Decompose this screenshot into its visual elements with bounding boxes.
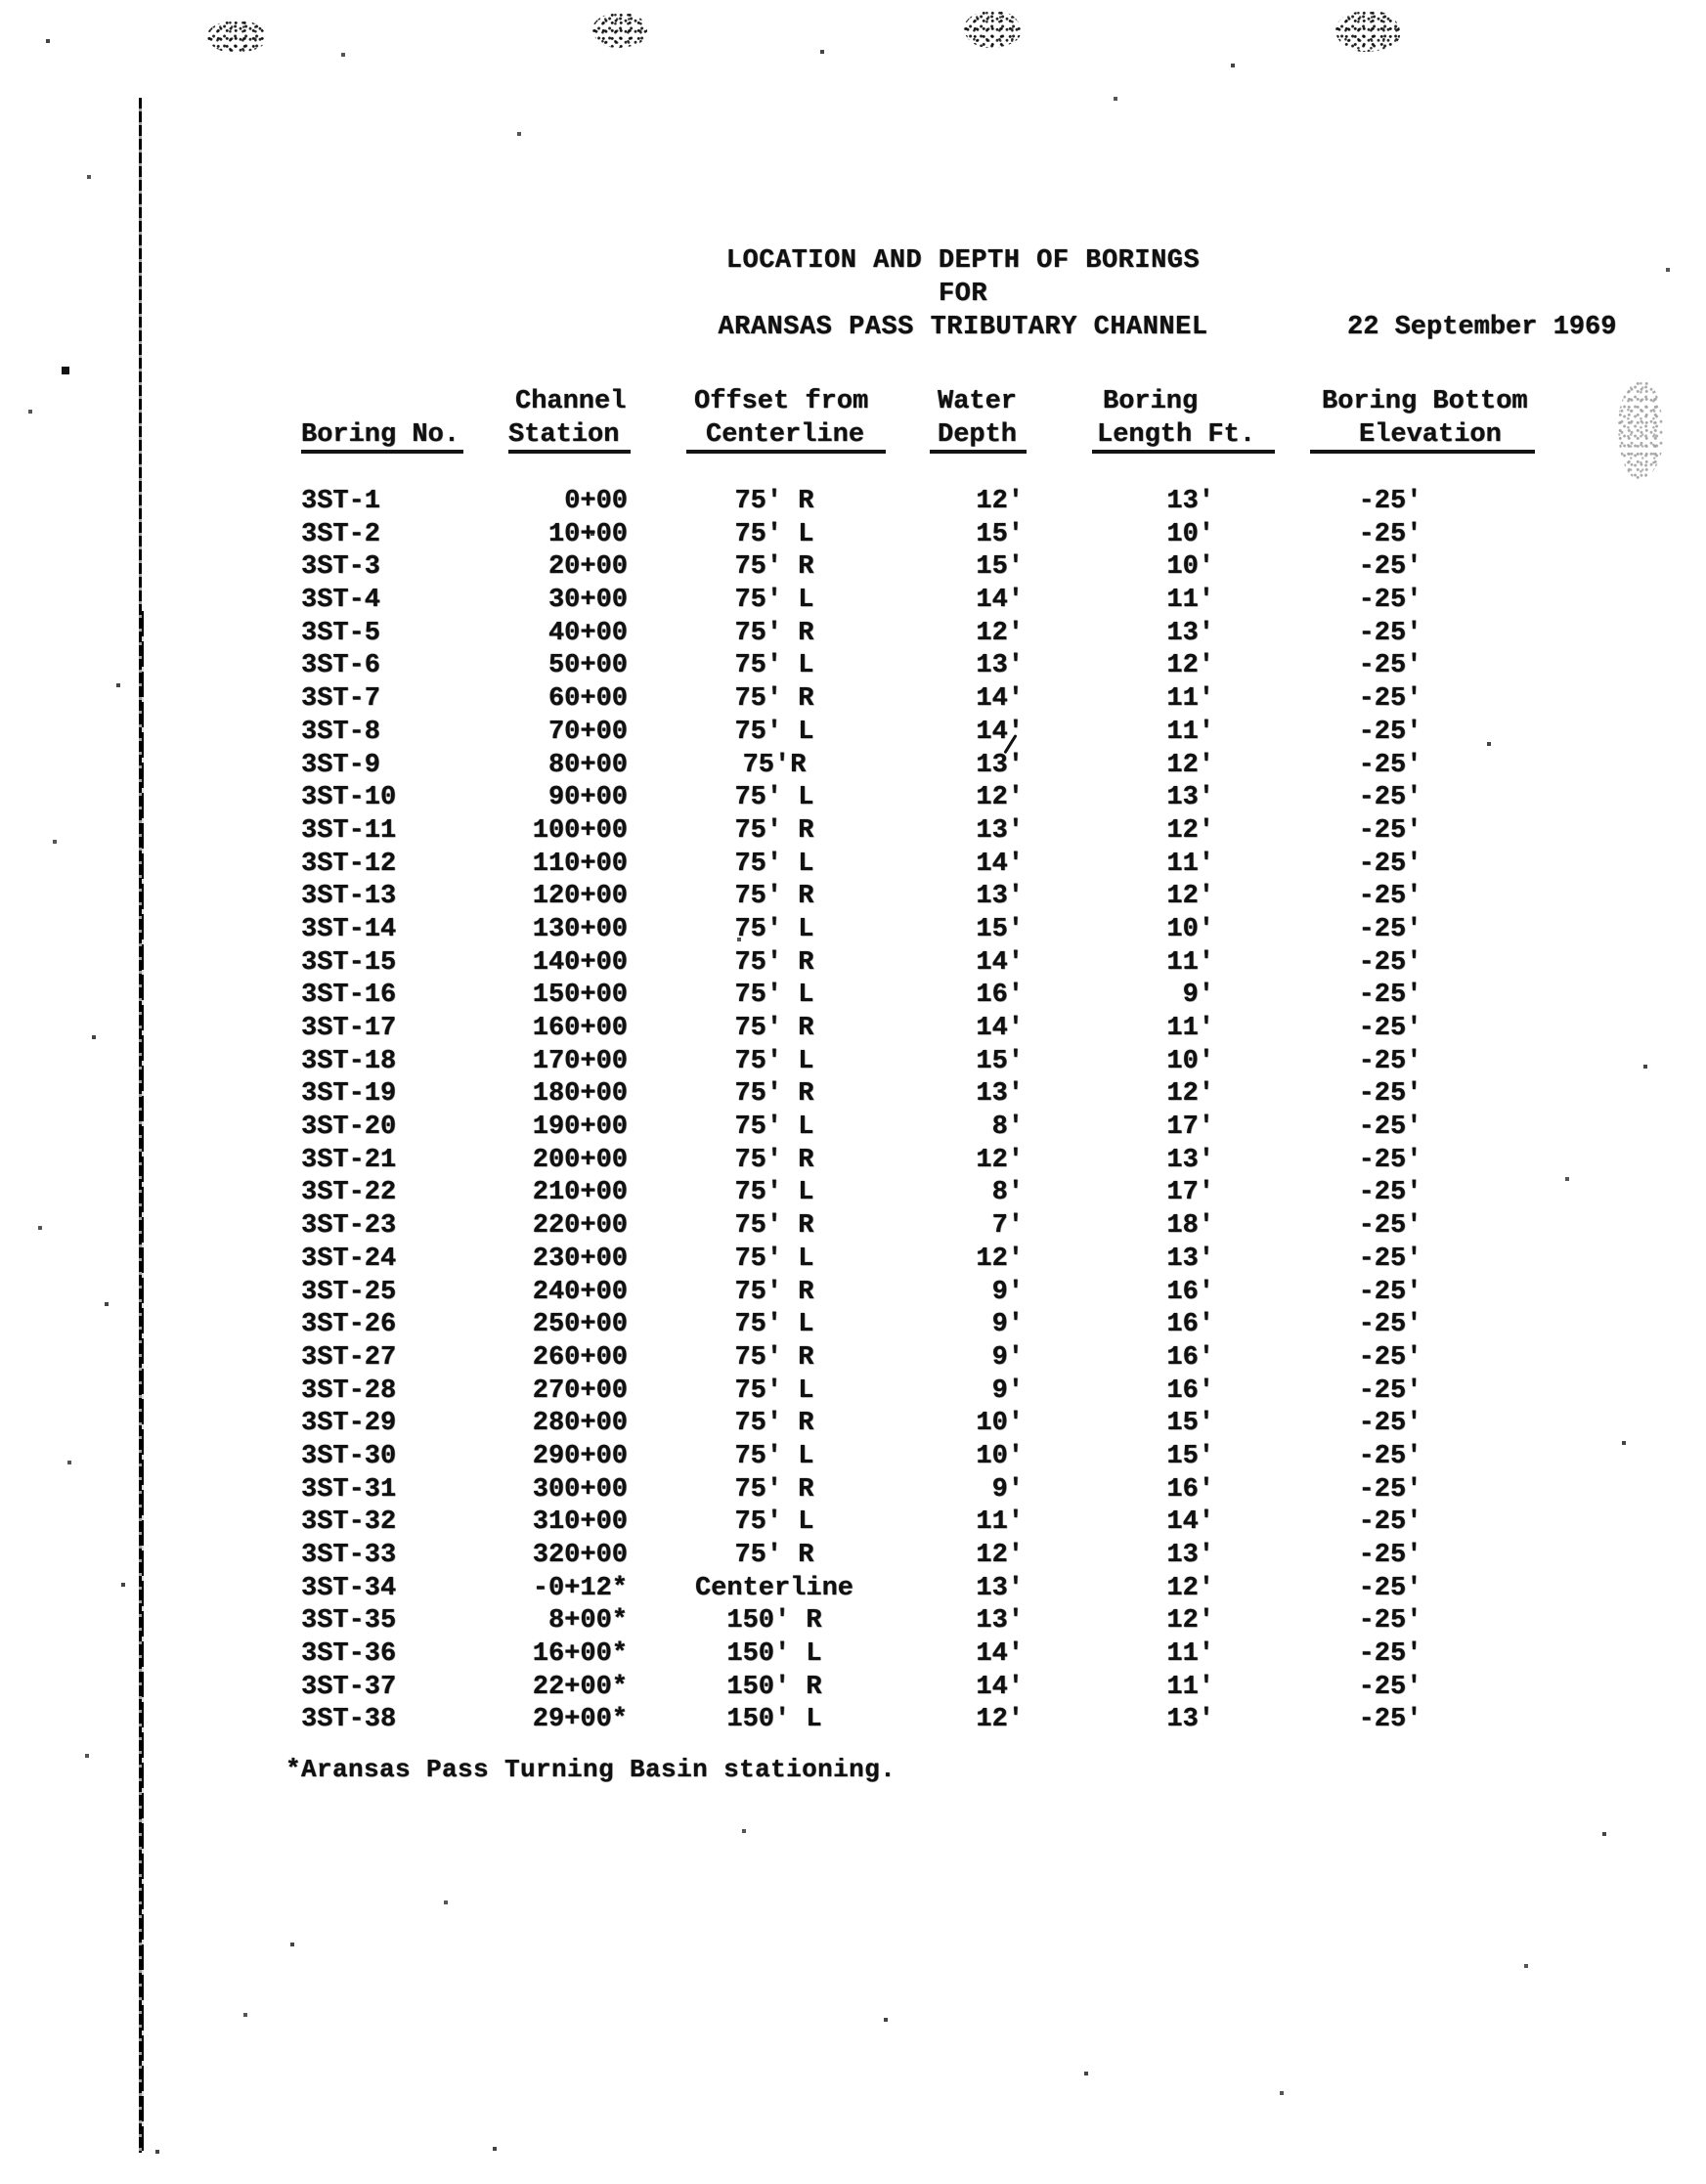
cell-boring-length: 11' xyxy=(1166,849,1214,879)
cell-offset-from-centerline: 150' L xyxy=(726,1639,822,1670)
table-row xyxy=(301,1408,1572,1441)
table-row xyxy=(301,914,1572,947)
cell-boring-no: 3ST-8 xyxy=(301,717,381,747)
cell-boring-bottom-elevation: -25' xyxy=(1358,1507,1422,1538)
table-row xyxy=(301,717,1572,750)
table-row xyxy=(301,1177,1572,1210)
cell-boring-length: 11' xyxy=(1166,947,1214,978)
cell-water-depth: 12' xyxy=(976,783,1024,813)
scan-smudge xyxy=(964,11,1021,48)
cell-offset-from-centerline: 75' R xyxy=(734,1014,814,1043)
cell-channel-station: 320+00 xyxy=(532,1541,628,1570)
cell-boring-no: 3ST-12 xyxy=(301,849,397,879)
header-length-ft: Length Ft. xyxy=(1092,420,1275,454)
cell-offset-from-centerline: 150' L xyxy=(726,1705,822,1735)
table-row xyxy=(301,650,1572,683)
cell-offset-from-centerline: 75' R xyxy=(734,815,814,846)
cell-boring-length: 12' xyxy=(1166,750,1214,780)
cell-boring-length: 12' xyxy=(1166,1606,1214,1637)
cell-boring-no: 3ST-37 xyxy=(301,1672,397,1702)
cell-boring-bottom-elevation: -25' xyxy=(1358,750,1422,780)
scan-smudge xyxy=(207,21,266,53)
cell-offset-from-centerline: 75' L xyxy=(734,783,814,813)
cell-channel-station: 100+00 xyxy=(532,815,628,846)
cell-water-depth: 14' xyxy=(976,717,1024,747)
table-row xyxy=(301,1145,1572,1178)
table-row xyxy=(301,881,1572,914)
cell-water-depth: 15' xyxy=(976,552,1024,583)
cell-boring-bottom-elevation: -25' xyxy=(1358,1046,1422,1076)
cell-water-depth: 15' xyxy=(976,1046,1024,1076)
cell-water-depth: 7' xyxy=(991,1211,1024,1242)
cell-channel-station: 200+00 xyxy=(532,1145,628,1175)
cell-boring-bottom-elevation: -25' xyxy=(1358,815,1422,846)
cell-boring-length: 11' xyxy=(1166,586,1214,616)
table-row xyxy=(301,1474,1572,1507)
cell-channel-station: 170+00 xyxy=(532,1046,628,1076)
cell-boring-bottom-elevation: -25' xyxy=(1358,487,1422,516)
cell-water-depth: 10' xyxy=(976,1409,1024,1439)
cell-boring-no: 3ST-2 xyxy=(301,519,381,549)
cell-boring-no: 3ST-18 xyxy=(301,1046,397,1076)
cell-boring-no: 3ST-33 xyxy=(301,1541,397,1570)
cell-boring-bottom-elevation: -25' xyxy=(1358,1409,1422,1439)
cell-boring-bottom-elevation: -25' xyxy=(1358,1606,1422,1637)
cell-channel-station: 270+00 xyxy=(532,1376,628,1406)
cell-boring-length: 10' xyxy=(1166,519,1214,549)
cell-channel-station: 90+00 xyxy=(547,783,628,813)
cell-offset-from-centerline: Centerline xyxy=(694,1573,854,1603)
cell-channel-station: 210+00 xyxy=(532,1178,628,1208)
cell-boring-bottom-elevation: -25' xyxy=(1358,1376,1422,1406)
cell-boring-length: 11' xyxy=(1166,684,1214,715)
cell-offset-from-centerline: 75'R xyxy=(742,750,807,780)
cell-boring-no: 3ST-13 xyxy=(301,882,397,912)
cell-water-depth: 14' xyxy=(976,684,1024,715)
cell-boring-bottom-elevation: -25' xyxy=(1358,1211,1422,1242)
table-row xyxy=(301,1441,1572,1474)
cell-water-depth: 13' xyxy=(976,1606,1024,1637)
cell-channel-station: 8+00* xyxy=(547,1606,628,1637)
table-row xyxy=(301,551,1572,585)
cell-boring-length: 12' xyxy=(1166,1079,1214,1110)
cell-water-depth: 9' xyxy=(991,1277,1024,1307)
cell-water-depth: 14' xyxy=(976,1639,1024,1670)
table-row xyxy=(301,519,1572,552)
cell-boring-length: 13' xyxy=(1166,783,1214,813)
cell-offset-from-centerline: 75' R xyxy=(734,1409,814,1439)
cell-boring-no: 3ST-30 xyxy=(301,1441,397,1471)
cell-offset-from-centerline: 75' R xyxy=(734,1079,814,1110)
cell-water-depth: 10' xyxy=(976,1441,1024,1471)
cell-water-depth: 14' xyxy=(976,586,1024,616)
cell-water-depth: 15' xyxy=(976,519,1024,549)
cell-boring-bottom-elevation: -25' xyxy=(1358,914,1422,944)
cell-offset-from-centerline: 75' L xyxy=(734,1244,814,1274)
cell-boring-bottom-elevation: -25' xyxy=(1358,1113,1422,1143)
table-row xyxy=(301,1277,1572,1310)
cell-channel-station: 110+00 xyxy=(532,849,628,879)
scan-smudge xyxy=(1618,381,1663,479)
cell-offset-from-centerline: 75' L xyxy=(734,981,814,1011)
cell-boring-no: 3ST-20 xyxy=(301,1113,397,1143)
table-row xyxy=(301,980,1572,1013)
cell-channel-station: 280+00 xyxy=(532,1409,628,1439)
cell-boring-length: 13' xyxy=(1166,1541,1214,1570)
cell-boring-length: 14' xyxy=(1166,1507,1214,1538)
cell-boring-no: 3ST-3 xyxy=(301,552,381,583)
cell-water-depth: 15' xyxy=(976,914,1024,944)
cell-channel-station: 180+00 xyxy=(532,1079,628,1110)
table-row xyxy=(301,1309,1572,1342)
cell-boring-bottom-elevation: -25' xyxy=(1358,684,1422,715)
cell-boring-bottom-elevation: -25' xyxy=(1358,1342,1422,1373)
cell-boring-no: 3ST-24 xyxy=(301,1244,397,1274)
table-row xyxy=(301,782,1572,815)
header-depth: Depth xyxy=(930,420,1027,454)
title-line-3: ARANSAS PASS TRIBUTARY CHANNEL xyxy=(718,313,1208,342)
cell-boring-bottom-elevation: -25' xyxy=(1358,1474,1422,1505)
scan-smudge xyxy=(592,13,647,48)
cell-boring-no: 3ST-21 xyxy=(301,1145,397,1175)
cell-boring-no: 3ST-36 xyxy=(301,1639,397,1670)
cell-offset-from-centerline: 75' R xyxy=(734,1277,814,1307)
table-row xyxy=(301,1376,1572,1409)
cell-boring-length: 12' xyxy=(1166,815,1214,846)
cell-channel-station: 250+00 xyxy=(532,1310,628,1340)
cell-boring-length: 11' xyxy=(1166,1014,1214,1043)
cell-water-depth: 16' xyxy=(976,981,1024,1011)
cell-water-depth: 13' xyxy=(976,1079,1024,1110)
table-row xyxy=(301,1013,1572,1046)
cell-boring-no: 3ST-22 xyxy=(301,1178,397,1208)
cell-boring-bottom-elevation: -25' xyxy=(1358,849,1422,879)
cell-channel-station: 0+00 xyxy=(564,487,628,516)
cell-boring-no: 3ST-5 xyxy=(301,618,381,648)
cell-channel-station: 310+00 xyxy=(532,1507,628,1538)
cell-channel-station: 20+00 xyxy=(547,552,628,583)
cell-water-depth: 14' xyxy=(976,1672,1024,1702)
cell-offset-from-centerline: 75' R xyxy=(734,684,814,715)
table-row xyxy=(301,750,1572,783)
cell-water-depth: 11' xyxy=(976,1507,1024,1538)
cell-offset-from-centerline: 75' L xyxy=(734,651,814,681)
cell-channel-station: 16+00* xyxy=(532,1639,628,1670)
table-row xyxy=(301,618,1572,651)
binding-edge-line-shadow xyxy=(142,611,144,2151)
footnote: *Aransas Pass Turning Basin stationing. xyxy=(285,1755,897,1784)
header-boring-top: Boring xyxy=(1103,387,1199,416)
cell-offset-from-centerline: 75' R xyxy=(734,1211,814,1242)
cell-channel-station: 80+00 xyxy=(547,750,628,780)
cell-boring-no: 3ST-31 xyxy=(301,1474,397,1505)
cell-water-depth: 8' xyxy=(991,1178,1024,1208)
cell-channel-station: 60+00 xyxy=(547,684,628,715)
document-title xyxy=(577,244,1349,344)
cell-channel-station: 120+00 xyxy=(532,882,628,912)
table-row xyxy=(301,1507,1572,1540)
cell-boring-length: 10' xyxy=(1166,1046,1214,1076)
cell-offset-from-centerline: 75' R xyxy=(734,1145,814,1175)
cell-boring-length: 11' xyxy=(1166,1639,1214,1670)
cell-channel-station: 22+00* xyxy=(532,1672,628,1702)
cell-water-depth: 12' xyxy=(976,487,1024,516)
cell-boring-length: 13' xyxy=(1166,487,1214,516)
cell-boring-bottom-elevation: -25' xyxy=(1358,1079,1422,1110)
cell-water-depth: 13' xyxy=(976,651,1024,681)
table-row xyxy=(301,1342,1572,1376)
cell-channel-station: 240+00 xyxy=(532,1277,628,1307)
cell-boring-length: 15' xyxy=(1166,1441,1214,1471)
cell-offset-from-centerline: 75' R xyxy=(734,618,814,648)
cell-boring-length: 13' xyxy=(1166,1244,1214,1274)
cell-water-depth: 9' xyxy=(991,1376,1024,1406)
cell-offset-from-centerline: 75' R xyxy=(734,1342,814,1373)
cell-boring-no: 3ST-27 xyxy=(301,1342,397,1373)
table-row xyxy=(301,585,1572,618)
cell-boring-length: 12' xyxy=(1166,1573,1214,1603)
cell-channel-station: 300+00 xyxy=(532,1474,628,1505)
cell-boring-bottom-elevation: -25' xyxy=(1358,618,1422,648)
table-row xyxy=(301,1046,1572,1079)
table-row xyxy=(301,1704,1572,1737)
cell-channel-station: 30+00 xyxy=(547,586,628,616)
cell-boring-length: 18' xyxy=(1166,1211,1214,1242)
cell-water-depth: 13' xyxy=(976,1573,1024,1603)
cell-boring-length: 16' xyxy=(1166,1310,1214,1340)
cell-offset-from-centerline: 75' L xyxy=(734,1178,814,1208)
table-row xyxy=(301,683,1572,717)
cell-channel-station: 50+00 xyxy=(547,651,628,681)
cell-boring-length: 11' xyxy=(1166,717,1214,747)
cell-boring-bottom-elevation: -25' xyxy=(1358,947,1422,978)
table-row xyxy=(301,1078,1572,1112)
cell-water-depth: 8' xyxy=(991,1113,1024,1143)
cell-boring-no: 3ST-15 xyxy=(301,947,397,978)
cell-water-depth: 9' xyxy=(991,1474,1024,1505)
cell-channel-station: 29+00* xyxy=(532,1705,628,1735)
cell-offset-from-centerline: 75' R xyxy=(734,552,814,583)
cell-offset-from-centerline: 75' R xyxy=(734,1474,814,1505)
cell-offset-from-centerline: 75' L xyxy=(734,586,814,616)
header-centerline: Centerline xyxy=(686,420,886,454)
cell-boring-length: 17' xyxy=(1166,1178,1214,1208)
header-elevation: Elevation xyxy=(1310,420,1535,454)
scan-noise-specks xyxy=(0,0,2,2)
cell-offset-from-centerline: 75' L xyxy=(734,1507,814,1538)
cell-boring-bottom-elevation: -25' xyxy=(1358,1244,1422,1274)
cell-channel-station: 230+00 xyxy=(532,1244,628,1274)
cell-boring-length: 15' xyxy=(1166,1409,1214,1439)
document-date: 22 September 1969 xyxy=(1347,313,1617,342)
cell-boring-no: 3ST-1 xyxy=(301,487,381,516)
cell-boring-bottom-elevation: -25' xyxy=(1358,651,1422,681)
cell-boring-length: 10' xyxy=(1166,552,1214,583)
header-station: Station xyxy=(508,420,631,454)
cell-boring-bottom-elevation: -25' xyxy=(1358,1705,1422,1735)
cell-boring-bottom-elevation: -25' xyxy=(1358,586,1422,616)
cell-offset-from-centerline: 150' R xyxy=(726,1672,822,1702)
table-row xyxy=(301,947,1572,981)
cell-boring-no: 3ST-16 xyxy=(301,981,397,1011)
table-row xyxy=(301,1540,1572,1573)
cell-offset-from-centerline: 75' L xyxy=(734,914,814,944)
cell-boring-no: 3ST-34 xyxy=(301,1573,397,1603)
cell-boring-length: 12' xyxy=(1166,651,1214,681)
cell-boring-no: 3ST-14 xyxy=(301,914,397,944)
cell-offset-from-centerline: 75' L xyxy=(734,1113,814,1143)
cell-boring-no: 3ST-25 xyxy=(301,1277,397,1307)
cell-boring-no: 3ST-6 xyxy=(301,651,381,681)
cell-boring-bottom-elevation: -25' xyxy=(1358,1014,1422,1043)
table-row xyxy=(301,1112,1572,1145)
cell-water-depth: 12' xyxy=(976,1244,1024,1274)
cell-offset-from-centerline: 75' L xyxy=(734,519,814,549)
cell-boring-length: 9' xyxy=(1182,981,1214,1011)
table-row xyxy=(301,815,1572,849)
cell-boring-bottom-elevation: -25' xyxy=(1358,552,1422,583)
cell-water-depth: 14' xyxy=(976,1014,1024,1043)
table-row xyxy=(301,849,1572,882)
cell-water-depth: 9' xyxy=(991,1310,1024,1340)
cell-offset-from-centerline: 75' R xyxy=(734,487,814,516)
cell-channel-station: 260+00 xyxy=(532,1342,628,1373)
cell-channel-station: 70+00 xyxy=(547,717,628,747)
cell-water-depth: 12' xyxy=(976,1705,1024,1735)
cell-boring-no: 3ST-29 xyxy=(301,1409,397,1439)
header-boring-bottom-top: Boring Bottom xyxy=(1322,387,1528,416)
cell-channel-station: 290+00 xyxy=(532,1441,628,1471)
header-boring-no: Boring No. xyxy=(301,420,463,454)
cell-boring-no: 3ST-19 xyxy=(301,1079,397,1110)
cell-offset-from-centerline: 75' L xyxy=(734,1376,814,1406)
cell-boring-length: 12' xyxy=(1166,882,1214,912)
cell-water-depth: 13' xyxy=(976,882,1024,912)
cell-offset-from-centerline: 75' L xyxy=(734,717,814,747)
cell-boring-bottom-elevation: -25' xyxy=(1358,1441,1422,1471)
cell-channel-station: 220+00 xyxy=(532,1211,628,1242)
cell-boring-no: 3ST-23 xyxy=(301,1211,397,1242)
cell-boring-length: 16' xyxy=(1166,1342,1214,1373)
cell-boring-bottom-elevation: -25' xyxy=(1358,717,1422,747)
title-line-2: FOR xyxy=(938,280,988,309)
cell-boring-length: 17' xyxy=(1166,1113,1214,1143)
cell-channel-station: 190+00 xyxy=(532,1113,628,1143)
table-row xyxy=(301,1638,1572,1672)
table-row xyxy=(301,1210,1572,1244)
cell-boring-no: 3ST-4 xyxy=(301,586,381,616)
cell-boring-no: 3ST-38 xyxy=(301,1705,397,1735)
cell-channel-station: 150+00 xyxy=(532,981,628,1011)
cell-boring-length: 13' xyxy=(1166,1705,1214,1735)
cell-water-depth: 13' xyxy=(976,750,1024,780)
cell-boring-no: 3ST-7 xyxy=(301,684,381,715)
cell-boring-no: 3ST-9 xyxy=(301,750,381,780)
cell-offset-from-centerline: 75' R xyxy=(734,1541,814,1570)
table-row xyxy=(301,486,1572,519)
cell-boring-length: 11' xyxy=(1166,1672,1214,1702)
cell-water-depth: 14' xyxy=(976,947,1024,978)
cell-water-depth: 12' xyxy=(976,618,1024,648)
cell-boring-no: 3ST-17 xyxy=(301,1014,397,1043)
cell-boring-bottom-elevation: -25' xyxy=(1358,1573,1422,1603)
cell-offset-from-centerline: 75' L xyxy=(734,849,814,879)
cell-boring-length: 13' xyxy=(1166,618,1214,648)
cell-boring-no: 3ST-35 xyxy=(301,1606,397,1637)
cell-offset-from-centerline: 75' L xyxy=(734,1046,814,1076)
title-line-1: LOCATION AND DEPTH OF BORINGS xyxy=(725,246,1201,276)
scan-smudge xyxy=(1335,11,1400,52)
cell-channel-station: 40+00 xyxy=(547,618,628,648)
cell-offset-from-centerline: 75' R xyxy=(734,947,814,978)
table-row xyxy=(301,1573,1572,1606)
cell-boring-length: 16' xyxy=(1166,1474,1214,1505)
cell-boring-no: 3ST-26 xyxy=(301,1310,397,1340)
cell-boring-length: 16' xyxy=(1166,1277,1214,1307)
table-row xyxy=(301,1244,1572,1277)
cell-channel-station: 10+00 xyxy=(547,519,628,549)
cell-channel-station: -0+12* xyxy=(532,1573,628,1603)
cell-water-depth: 14' xyxy=(976,849,1024,879)
cell-channel-station: 130+00 xyxy=(532,914,628,944)
cell-boring-bottom-elevation: -25' xyxy=(1358,882,1422,912)
cell-offset-from-centerline: 75' L xyxy=(734,1441,814,1471)
header-water-top: Water xyxy=(938,387,1018,416)
cell-boring-bottom-elevation: -25' xyxy=(1358,1639,1422,1670)
cell-boring-length: 16' xyxy=(1166,1376,1214,1406)
cell-boring-bottom-elevation: -25' xyxy=(1358,1541,1422,1570)
cell-boring-length: 13' xyxy=(1166,1145,1214,1175)
cell-boring-bottom-elevation: -25' xyxy=(1358,519,1422,549)
cell-channel-station: 140+00 xyxy=(532,947,628,978)
cell-boring-length: 10' xyxy=(1166,914,1214,944)
table-row xyxy=(301,1672,1572,1705)
header-channel-top: Channel xyxy=(515,387,627,416)
cell-boring-no: 3ST-32 xyxy=(301,1507,397,1538)
cell-water-depth: 12' xyxy=(976,1145,1024,1175)
cell-boring-bottom-elevation: -25' xyxy=(1358,1178,1422,1208)
header-offset-top: Offset from xyxy=(694,387,869,416)
cell-water-depth: 13' xyxy=(976,815,1024,846)
cell-boring-bottom-elevation: -25' xyxy=(1358,981,1422,1011)
cell-boring-bottom-elevation: -25' xyxy=(1358,1672,1422,1702)
cell-water-depth: 12' xyxy=(976,1541,1024,1570)
borings-table-body xyxy=(301,486,1572,1737)
cell-boring-bottom-elevation: -25' xyxy=(1358,1310,1422,1340)
cell-channel-station: 160+00 xyxy=(532,1014,628,1043)
cell-offset-from-centerline: 75' R xyxy=(734,882,814,912)
cell-boring-bottom-elevation: -25' xyxy=(1358,783,1422,813)
cell-offset-from-centerline: 75' L xyxy=(734,1310,814,1340)
cell-boring-no: 3ST-11 xyxy=(301,815,397,846)
cell-boring-no: 3ST-10 xyxy=(301,783,397,813)
cell-boring-bottom-elevation: -25' xyxy=(1358,1277,1422,1307)
table-row xyxy=(301,1605,1572,1638)
cell-boring-no: 3ST-28 xyxy=(301,1376,397,1406)
cell-water-depth: 9' xyxy=(991,1342,1024,1373)
cell-boring-bottom-elevation: -25' xyxy=(1358,1145,1422,1175)
cell-offset-from-centerline: 150' R xyxy=(726,1606,822,1637)
